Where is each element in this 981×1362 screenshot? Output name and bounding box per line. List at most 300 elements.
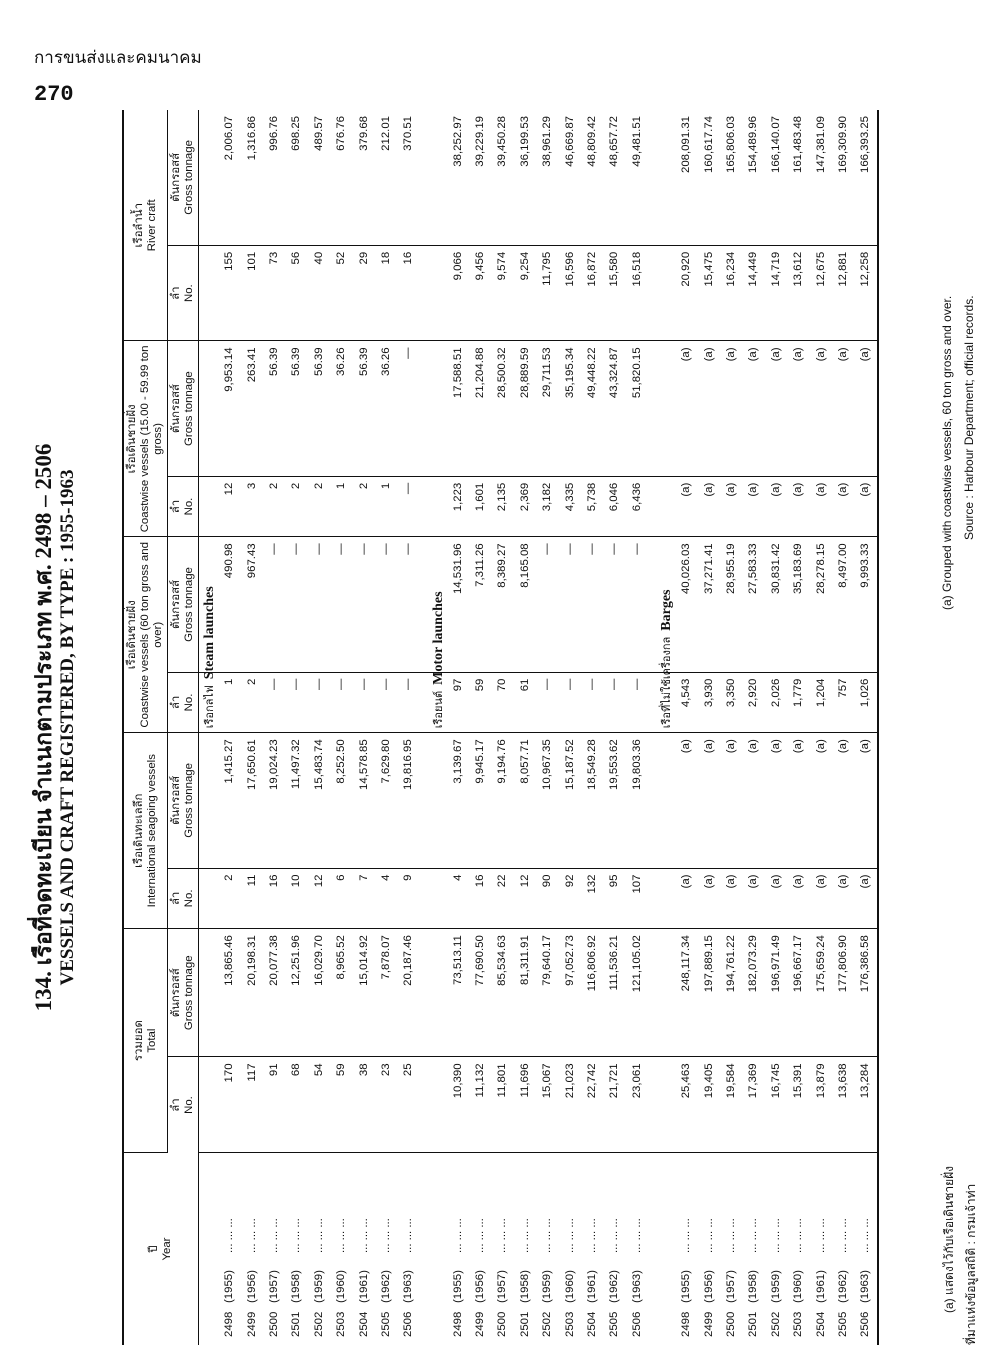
count-cell: 1,204: [809, 672, 831, 733]
leader-dots: ... ... ...: [680, 1218, 693, 1253]
tonnage-cell: 36,199.53: [514, 110, 536, 245]
year-be: 2498: [451, 1311, 464, 1337]
tonnage-cell: 36.26: [330, 341, 352, 476]
tonnage-cell: —: [397, 341, 419, 476]
count-cell: 170: [218, 1057, 240, 1153]
footnote-english: (a) Grouped with coastwise vessels, 60 ton gross and over.: [940, 295, 954, 610]
tonnage-cell: 7,878.07: [375, 929, 397, 1057]
tonnage-cell: 116,806.92: [581, 929, 603, 1057]
tonnage-cell: —: [330, 537, 352, 672]
count-cell: (a): [720, 476, 742, 537]
count-cell: 52: [330, 245, 352, 341]
count-cell: 4: [447, 868, 469, 929]
leader-dots: ... ... ...: [245, 1218, 258, 1253]
leader-dots: ... ... ...: [859, 1218, 872, 1253]
group-header-river: เรือลำน้ำ River craft: [123, 110, 168, 341]
tonnage-cell: 370.51: [397, 110, 419, 245]
year-ce: (1955): [451, 1270, 464, 1303]
table-row: [809, 110, 831, 1345]
tonnage-cell: 38,252.97: [447, 110, 469, 245]
leader-dots: ... ... ...: [223, 1218, 236, 1253]
tonnage-cell: 30,831.42: [765, 537, 787, 672]
tonnage-cell: 489.57: [308, 110, 330, 245]
year-header-en: Year: [161, 1237, 173, 1261]
count-cell: 6,046: [603, 476, 625, 537]
group-header-total: รวมยอด Total: [123, 929, 168, 1153]
count-cell: 12: [218, 476, 240, 537]
year-ce: (1958): [747, 1270, 760, 1303]
table-row: [263, 110, 285, 1345]
tonnage-cell: 79,640.17: [536, 929, 558, 1057]
table-row: [447, 110, 469, 1345]
count-cell: (a): [675, 476, 697, 537]
year-be: 2498: [680, 1311, 693, 1337]
count-cell: (a): [854, 476, 877, 537]
gt-header: ตันกรอสส์ Gross tonnage: [168, 110, 199, 245]
table-row: [675, 110, 697, 1345]
title-english: VESSELS AND CRAFT REGISTERED, BY TYPE : 1955-1963: [57, 469, 78, 986]
year-be: 2503: [563, 1311, 576, 1337]
year-ce: (1963): [859, 1270, 872, 1303]
leader-dots: ... ... ...: [814, 1218, 827, 1253]
count-cell: 9,456: [469, 245, 491, 341]
table-row: [330, 110, 352, 1345]
tonnage-cell: 19,553.62: [603, 733, 625, 868]
tonnage-cell: 160,617.74: [697, 110, 719, 245]
leader-dots: ... ... ...: [518, 1218, 531, 1253]
count-cell: 16,234: [720, 245, 742, 341]
table-body: [199, 110, 878, 1345]
tonnage-cell: 29,711.53: [536, 341, 558, 476]
section-label-english: Barges: [659, 589, 675, 631]
count-cell: 2,026: [765, 672, 787, 733]
count-cell: 19,405: [697, 1057, 719, 1153]
tonnage-cell: 43,324.87: [603, 341, 625, 476]
count-cell: 25: [397, 1057, 419, 1153]
count-cell: 73: [263, 245, 285, 341]
count-cell: 18: [375, 245, 397, 341]
leader-dots: ... ... ...: [586, 1218, 599, 1253]
count-cell: 29: [352, 245, 374, 341]
year-ce: (1955): [680, 1270, 693, 1303]
count-cell: (a): [697, 868, 719, 929]
tonnage-cell: 17,650.61: [240, 733, 262, 868]
count-cell: 22,742: [581, 1057, 603, 1153]
tonnage-cell: 194,761.22: [720, 929, 742, 1057]
year-cell: [469, 1153, 491, 1345]
tonnage-cell: 40,026.03: [675, 537, 697, 672]
count-cell: 21,023: [558, 1057, 580, 1153]
count-cell: 70: [491, 672, 513, 733]
tonnage-cell: 9,993.33: [854, 537, 877, 672]
tonnage-cell: —: [558, 537, 580, 672]
year-ce: (1961): [586, 1270, 599, 1303]
tonnage-cell: 8,165.08: [514, 537, 536, 672]
count-cell: (a): [742, 476, 764, 537]
count-cell: 1,779: [787, 672, 809, 733]
year-ce: (1958): [290, 1270, 303, 1303]
count-cell: 12,675: [809, 245, 831, 341]
table-row: [720, 110, 742, 1345]
year-be: 2505: [608, 1311, 621, 1337]
tonnage-cell: 27,583.33: [742, 537, 764, 672]
count-cell: 9: [397, 868, 419, 929]
count-cell: 20,920: [675, 245, 697, 341]
table-row: [218, 110, 240, 1345]
rotated-table-page: [30, 110, 978, 1345]
year-ce: (1960): [792, 1270, 805, 1303]
section-header-row: [656, 110, 675, 1345]
leader-dots: ... ... ...: [725, 1218, 737, 1253]
tonnage-cell: —: [397, 537, 419, 672]
leader-dots: ... ... ...: [769, 1218, 782, 1253]
tonnage-cell: 20,187.46: [397, 929, 419, 1057]
count-cell: 16,872: [581, 245, 603, 341]
section-label-thai: เรือที่ไม่ใช้เครื่องกล: [660, 636, 674, 729]
tonnage-cell: —: [626, 537, 648, 672]
year-ce: (1956): [702, 1270, 715, 1303]
gt-header: ตันกรอสส์ Gross tonnage: [168, 341, 199, 476]
tonnage-cell: 9,945.17: [469, 733, 491, 868]
leader-dots: ... ... ...: [335, 1218, 348, 1253]
count-cell: 2: [218, 868, 240, 929]
section-gap: [420, 110, 428, 1345]
count-cell: —: [263, 672, 285, 733]
year-be: 2501: [747, 1311, 760, 1337]
year-be: 2502: [769, 1311, 782, 1337]
count-cell: 11,801: [491, 1057, 513, 1153]
year-be: 2502: [312, 1311, 325, 1337]
count-cell: 5,738: [581, 476, 603, 537]
count-cell: 90: [536, 868, 558, 929]
table-row: [469, 110, 491, 1345]
count-cell: 1: [218, 672, 240, 733]
tonnage-cell: (a): [697, 341, 719, 476]
tonnage-cell: 8,252.50: [330, 733, 352, 868]
count-cell: 107: [626, 868, 648, 929]
count-cell: 155: [218, 245, 240, 341]
count-cell: —: [308, 672, 330, 733]
year-be: 2502: [541, 1311, 554, 1337]
tonnage-cell: 51,820.15: [626, 341, 648, 476]
leader-dots: ... ... ...: [357, 1218, 370, 1253]
count-cell: 15,391: [787, 1057, 809, 1153]
tonnage-cell: 37,271.41: [697, 537, 719, 672]
table-row: [832, 110, 854, 1345]
count-cell: 15,475: [697, 245, 719, 341]
leader-dots: ... ... ...: [630, 1218, 643, 1253]
tonnage-cell: 21,204.88: [469, 341, 491, 476]
tonnage-cell: 212.01: [375, 110, 397, 245]
count-cell: (a): [697, 476, 719, 537]
count-cell: 68: [285, 1057, 307, 1153]
year-ce: (1955): [223, 1270, 236, 1303]
section-label-thai: เรือกลไฟ: [203, 685, 216, 729]
gt-header: ตันกรอสส์ Gross tonnage: [168, 929, 199, 1057]
section-header-row: [199, 110, 219, 1345]
count-cell: 13,879: [809, 1057, 831, 1153]
count-cell: 1,026: [854, 672, 877, 733]
year-ce: (1963): [402, 1270, 415, 1303]
tonnage-cell: (a): [787, 733, 809, 868]
table-row: [240, 110, 262, 1345]
tonnage-cell: —: [603, 537, 625, 672]
year-be: 2501: [518, 1311, 531, 1337]
tonnage-cell: 8,389.27: [491, 537, 513, 672]
leader-dots: ... ... ...: [792, 1218, 805, 1253]
year-cell: [375, 1153, 397, 1345]
year-cell: [330, 1153, 352, 1345]
count-cell: 13,638: [832, 1057, 854, 1153]
year-be: 2503: [792, 1311, 805, 1337]
tonnage-cell: 12,251.96: [285, 929, 307, 1057]
tonnage-cell: 19,803.36: [626, 733, 648, 868]
count-cell: 12,881: [832, 245, 854, 341]
year-cell: [263, 1153, 285, 1345]
count-cell: —: [352, 672, 374, 733]
count-cell: (a): [854, 868, 877, 929]
count-cell: 14,449: [742, 245, 764, 341]
source-english: Source : Harbour Department; official records.: [962, 295, 976, 540]
year-cell: [514, 1153, 536, 1345]
count-cell: —: [397, 672, 419, 733]
count-cell: 97: [447, 672, 469, 733]
count-cell: (a): [809, 476, 831, 537]
table-row: [491, 110, 513, 1345]
count-cell: —: [626, 672, 648, 733]
tonnage-cell: 39,229.19: [469, 110, 491, 245]
leader-dots: ... ... ...: [402, 1218, 415, 1253]
tonnage-cell: 28,889.59: [514, 341, 536, 476]
tonnage-cell: —: [263, 537, 285, 672]
year-cell: [787, 1153, 809, 1345]
count-cell: 132: [581, 868, 603, 929]
year-ce: (1956): [245, 1270, 258, 1303]
gt-header: ตันกรอสส์ Gross tonnage: [168, 537, 199, 672]
tonnage-cell: (a): [809, 733, 831, 868]
year-cell: [397, 1153, 419, 1345]
tonnage-cell: —: [285, 537, 307, 672]
table-row: [765, 110, 787, 1345]
year-be: 2504: [357, 1311, 370, 1337]
table-row: [285, 110, 307, 1345]
count-cell: 757: [832, 672, 854, 733]
count-cell: 12: [514, 868, 536, 929]
tonnage-cell: 19,816.95: [397, 733, 419, 868]
tonnage-cell: (a): [697, 733, 719, 868]
count-cell: 59: [469, 672, 491, 733]
year-be: 2499: [474, 1311, 487, 1337]
table-row: [787, 110, 809, 1345]
leader-dots: ... ... ...: [541, 1218, 554, 1253]
page-number: 270: [34, 82, 74, 107]
count-cell: 16: [469, 868, 491, 929]
year-cell: [558, 1153, 580, 1345]
tonnage-cell: 111,536.21: [603, 929, 625, 1057]
count-cell: 2: [285, 476, 307, 537]
year-ce: (1959): [769, 1270, 782, 1303]
tonnage-cell: 196,971.49: [765, 929, 787, 1057]
count-cell: —: [558, 672, 580, 733]
tonnage-cell: 1,316.86: [240, 110, 262, 245]
year-ce: (1962): [836, 1270, 849, 1303]
count-cell: 117: [240, 1057, 262, 1153]
tonnage-cell: 56.39: [285, 341, 307, 476]
table-row: [697, 110, 719, 1345]
year-ce: (1957): [267, 1270, 280, 1303]
count-cell: 9,574: [491, 245, 513, 341]
footnote-thai: (a) แสดงไว้กับเรือเดินชายฝั่ง: [942, 1165, 956, 1313]
count-cell: 1,223: [447, 476, 469, 537]
leader-dots: ... ... ...: [379, 1218, 392, 1253]
year-ce: (1956): [474, 1270, 487, 1303]
tonnage-cell: 379.68: [352, 110, 374, 245]
tonnage-cell: 208,091.31: [675, 110, 697, 245]
table-row: [626, 110, 648, 1345]
tonnage-cell: 175,659.24: [809, 929, 831, 1057]
count-cell: 21,721: [603, 1057, 625, 1153]
count-cell: (a): [720, 868, 742, 929]
count-cell: (a): [832, 868, 854, 929]
count-cell: 11: [240, 868, 262, 929]
table-row: [854, 110, 877, 1345]
year-ce: (1962): [379, 1270, 392, 1303]
year-be: 2505: [379, 1311, 392, 1337]
count-cell: —: [397, 476, 419, 537]
tonnage-cell: 46,669.87: [558, 110, 580, 245]
tonnage-cell: 97,052.73: [558, 929, 580, 1057]
year-be: 2506: [630, 1311, 643, 1337]
tonnage-cell: —: [581, 537, 603, 672]
tonnage-cell: 28,278.15: [809, 537, 831, 672]
tonnage-cell: 48,809.42: [581, 110, 603, 245]
tonnage-cell: 19,024.23: [263, 733, 285, 868]
count-cell: 3,930: [697, 672, 719, 733]
tonnage-cell: 996.76: [263, 110, 285, 245]
tonnage-cell: 967.43: [240, 537, 262, 672]
count-cell: 22: [491, 868, 513, 929]
count-cell: 17,369: [742, 1057, 764, 1153]
year-cell: [765, 1153, 787, 1345]
tonnage-cell: 81,311.91: [514, 929, 536, 1057]
count-cell: 23,061: [626, 1057, 648, 1153]
tonnage-cell: 39,450.28: [491, 110, 513, 245]
tonnage-cell: 166,393.25: [854, 110, 877, 245]
year-cell: [581, 1153, 603, 1345]
count-cell: 3: [240, 476, 262, 537]
count-cell: 3,182: [536, 476, 558, 537]
year-be: 2506: [402, 1311, 415, 1337]
tonnage-cell: 161,483.48: [787, 110, 809, 245]
leader-dots: ... ... ...: [267, 1218, 280, 1253]
count-cell: —: [536, 672, 558, 733]
tonnage-cell: 7,311.26: [469, 537, 491, 672]
tonnage-cell: 20,198.31: [240, 929, 262, 1057]
count-cell: 91: [263, 1057, 285, 1153]
count-cell: 11,795: [536, 245, 558, 341]
tonnage-cell: 15,483.74: [308, 733, 330, 868]
tonnage-cell: 15,014.92: [352, 929, 374, 1057]
no-header: ลำ No.: [168, 245, 199, 341]
year-ce: (1961): [814, 1270, 827, 1303]
tonnage-cell: 85,534.63: [491, 929, 513, 1057]
tonnage-cell: 56.39: [263, 341, 285, 476]
tonnage-cell: (a): [742, 341, 764, 476]
tonnage-cell: 20,077.38: [263, 929, 285, 1057]
year-cell: [720, 1153, 742, 1345]
year-cell: [697, 1153, 719, 1345]
gt-header: ตันกรอสส์ Gross tonnage: [168, 733, 199, 868]
count-cell: 7: [352, 868, 374, 929]
year-cell: [491, 1153, 513, 1345]
year-cell: [742, 1153, 764, 1345]
count-cell: 1: [375, 476, 397, 537]
tonnage-cell: 8,057.71: [514, 733, 536, 868]
tonnage-cell: 8,965.52: [330, 929, 352, 1057]
year-be: 2500: [725, 1311, 737, 1337]
count-cell: 59: [330, 1057, 352, 1153]
tonnage-cell: 676.76: [330, 110, 352, 245]
running-head: การขนส่งและคมนาคม: [34, 48, 202, 68]
year-be: 2504: [586, 1311, 599, 1337]
table-row: [375, 110, 397, 1345]
leader-dots: ... ... ...: [608, 1218, 621, 1253]
year-be: 2505: [836, 1311, 849, 1337]
count-cell: (a): [832, 476, 854, 537]
no-header: ลำ No.: [168, 476, 199, 537]
leader-dots: ... ... ...: [702, 1218, 715, 1253]
count-cell: 2,135: [491, 476, 513, 537]
count-cell: 4,335: [558, 476, 580, 537]
tonnage-cell: 56.39: [308, 341, 330, 476]
tonnage-cell: 9,953.14: [218, 341, 240, 476]
tonnage-cell: (a): [854, 341, 877, 476]
year-ce: (1962): [608, 1270, 621, 1303]
tonnage-cell: (a): [765, 733, 787, 868]
year-be: 2499: [245, 1311, 258, 1337]
tonnage-cell: 197,889.15: [697, 929, 719, 1057]
leader-dots: ... ... ...: [474, 1218, 487, 1253]
count-cell: 101: [240, 245, 262, 341]
count-cell: 16,596: [558, 245, 580, 341]
tonnage-cell: 9,194.76: [491, 733, 513, 868]
tonnage-cell: (a): [720, 733, 742, 868]
table-row: [742, 110, 764, 1345]
year-ce: (1957): [496, 1270, 509, 1303]
count-cell: —: [581, 672, 603, 733]
count-cell: (a): [787, 476, 809, 537]
tonnage-cell: —: [375, 537, 397, 672]
count-cell: 2,920: [742, 672, 764, 733]
count-cell: —: [330, 672, 352, 733]
tonnage-cell: 698.25: [285, 110, 307, 245]
year-cell: [536, 1153, 558, 1345]
year-ce: (1958): [518, 1270, 531, 1303]
count-cell: 16: [397, 245, 419, 341]
tonnage-cell: 28,500.32: [491, 341, 513, 476]
section-label-thai: เรือยนต์: [431, 690, 445, 729]
year-be: 2499: [702, 1311, 715, 1337]
year-cell: [626, 1153, 648, 1345]
count-cell: 16,745: [765, 1057, 787, 1153]
tonnage-cell: 3,139.67: [447, 733, 469, 868]
count-cell: 54: [308, 1057, 330, 1153]
tonnage-cell: 38,961.29: [536, 110, 558, 245]
no-header: ลำ No.: [168, 868, 199, 929]
tonnage-cell: 165,806.03: [720, 110, 742, 245]
count-cell: 95: [603, 868, 625, 929]
count-cell: 56: [285, 245, 307, 341]
